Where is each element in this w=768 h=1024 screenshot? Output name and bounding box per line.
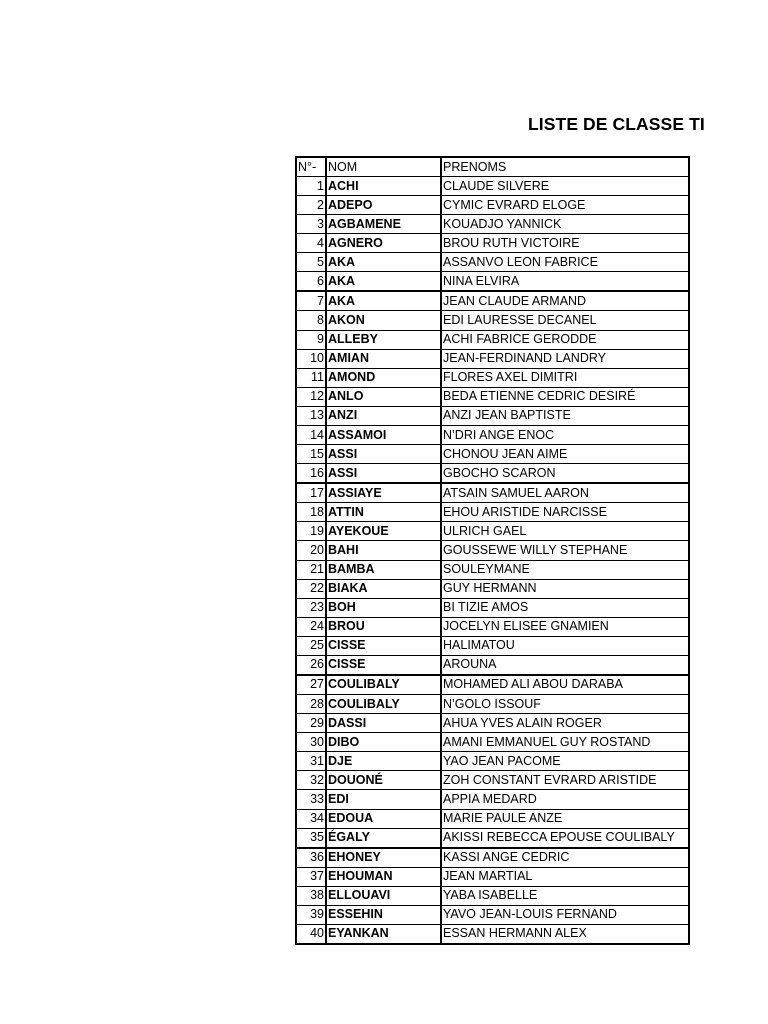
table-row [296, 464, 689, 484]
row-number: 29 [296, 714, 326, 733]
student-last-name: AGBAMENE [326, 215, 441, 234]
student-first-names: AHUA YVES ALAIN ROGER [441, 714, 689, 733]
student-last-name: COULIBALY [326, 675, 441, 695]
student-last-name: CISSE [326, 655, 441, 675]
table-row [296, 714, 689, 733]
student-last-name: DJE [326, 752, 441, 771]
student-last-name: CISSE [326, 636, 441, 655]
row-number: 39 [296, 905, 326, 924]
student-first-names: JEAN MARTIAL [441, 867, 689, 886]
table-row [296, 234, 689, 253]
student-first-names: APPIA MEDARD [441, 790, 689, 809]
row-number: 7 [296, 291, 326, 311]
student-last-name: EHONEY [326, 848, 441, 868]
header-prenoms: PRENOMS [441, 157, 689, 177]
table-row [296, 905, 689, 924]
student-first-names: BROU RUTH VICTOIRE [441, 234, 689, 253]
student-first-names: FLORES AXEL DIMITRI [441, 368, 689, 387]
student-last-name: EDI [326, 790, 441, 809]
student-last-name: ASSAMOI [326, 426, 441, 445]
table-row [296, 694, 689, 713]
student-last-name: EHOUMAN [326, 867, 441, 886]
student-last-name: DIBO [326, 733, 441, 752]
student-first-names: ANZI JEAN BAPTISTE [441, 406, 689, 425]
row-number: 16 [296, 464, 326, 484]
student-last-name: ALLEBY [326, 330, 441, 349]
table-row [296, 368, 689, 387]
table-row [296, 445, 689, 464]
student-first-names: GOUSSEWE WILLY STEPHANE [441, 541, 689, 560]
student-first-names: SOULEYMANE [441, 560, 689, 579]
student-last-name: EDOUA [326, 809, 441, 828]
student-first-names: BEDA ETIENNE CEDRIC DESIRÉ [441, 387, 689, 406]
row-number: 35 [296, 828, 326, 848]
table-row [296, 655, 689, 675]
student-first-names: JOCELYN ELISEE GNAMIEN [441, 617, 689, 636]
row-number: 25 [296, 636, 326, 655]
table-row [296, 886, 689, 905]
student-last-name: BOH [326, 598, 441, 617]
student-first-names: ATSAIN SAMUEL AARON [441, 483, 689, 503]
row-number: 21 [296, 560, 326, 579]
table-row [296, 579, 689, 598]
row-number: 3 [296, 215, 326, 234]
student-last-name: DASSI [326, 714, 441, 733]
student-first-names: ESSAN HERMANN ALEX [441, 924, 689, 944]
student-last-name: BROU [326, 617, 441, 636]
student-last-name: AKA [326, 272, 441, 292]
student-first-names: KASSI ANGE CEDRIC [441, 848, 689, 868]
row-number: 38 [296, 886, 326, 905]
student-last-name: ADEPO [326, 196, 441, 215]
row-number: 15 [296, 445, 326, 464]
student-first-names: AROUNA [441, 655, 689, 675]
row-number: 4 [296, 234, 326, 253]
student-last-name: EYANKAN [326, 924, 441, 944]
table-row [296, 253, 689, 272]
student-first-names: N’DRI ANGE ENOC [441, 426, 689, 445]
row-number: 30 [296, 733, 326, 752]
student-last-name: AYEKOUE [326, 522, 441, 541]
row-number: 24 [296, 617, 326, 636]
row-number: 13 [296, 406, 326, 425]
student-first-names: JEAN CLAUDE ARMAND [441, 291, 689, 311]
student-last-name: ÉGALY [326, 828, 441, 848]
row-number: 12 [296, 387, 326, 406]
student-last-name: COULIBALY [326, 694, 441, 713]
table-row [296, 560, 689, 579]
student-last-name: BAMBA [326, 560, 441, 579]
student-first-names: YAO JEAN PACOME [441, 752, 689, 771]
row-number: 5 [296, 253, 326, 272]
row-number: 6 [296, 272, 326, 292]
table-row [296, 752, 689, 771]
row-number: 10 [296, 349, 326, 368]
student-last-name: DOUONÉ [326, 771, 441, 790]
table-row [296, 503, 689, 522]
row-number: 9 [296, 330, 326, 349]
student-first-names: CYMIC EVRARD ELOGE [441, 196, 689, 215]
table-row [296, 867, 689, 886]
student-last-name: ASSIAYE [326, 483, 441, 503]
row-number: 22 [296, 579, 326, 598]
row-number: 34 [296, 809, 326, 828]
table-header-row [296, 157, 689, 177]
student-last-name: ATTIN [326, 503, 441, 522]
table-row [296, 636, 689, 655]
table-row [296, 924, 689, 944]
student-first-names: AMANI EMMANUEL GUY ROSTAND [441, 733, 689, 752]
row-number: 27 [296, 675, 326, 695]
row-number: 26 [296, 655, 326, 675]
row-number: 33 [296, 790, 326, 809]
table-row [296, 522, 689, 541]
student-first-names: ASSANVO LEON FABRICE [441, 253, 689, 272]
student-last-name: BAHI [326, 541, 441, 560]
table-row [296, 272, 689, 292]
student-last-name: AMIAN [326, 349, 441, 368]
student-first-names: JEAN-FERDINAND LANDRY [441, 349, 689, 368]
class-list-table [295, 156, 690, 945]
table-row [296, 790, 689, 809]
student-first-names: NINA ELVIRA [441, 272, 689, 292]
student-first-names: CLAUDE SILVERE [441, 177, 689, 196]
header-number: N°- [296, 157, 326, 177]
row-number: 40 [296, 924, 326, 944]
student-last-name: AMOND [326, 368, 441, 387]
student-first-names: GUY HERMANN [441, 579, 689, 598]
student-last-name: BIAKA [326, 579, 441, 598]
row-number: 17 [296, 483, 326, 503]
row-number: 37 [296, 867, 326, 886]
student-last-name: ANZI [326, 406, 441, 425]
row-number: 19 [296, 522, 326, 541]
table-row [296, 598, 689, 617]
table-row [296, 771, 689, 790]
table-row [296, 828, 689, 848]
table-row [296, 291, 689, 311]
row-number: 14 [296, 426, 326, 445]
header-nom: NOM [326, 157, 441, 177]
student-first-names: MOHAMED ALI ABOU DARABA [441, 675, 689, 695]
student-first-names: MARIE PAULE ANZE [441, 809, 689, 828]
page-title: LISTE DE CLASSE TI [528, 114, 705, 134]
table-row [296, 215, 689, 234]
row-number: 28 [296, 694, 326, 713]
student-last-name: ELLOUAVI [326, 886, 441, 905]
row-number: 36 [296, 848, 326, 868]
class-list-body [296, 157, 689, 944]
table-row [296, 617, 689, 636]
student-last-name: AGNERO [326, 234, 441, 253]
table-row [296, 675, 689, 695]
student-first-names: YABA ISABELLE [441, 886, 689, 905]
table-row [296, 387, 689, 406]
table-row [296, 541, 689, 560]
student-first-names: EDI LAURESSE DECANEL [441, 311, 689, 330]
table-row [296, 406, 689, 425]
table-row [296, 196, 689, 215]
table-row [296, 330, 689, 349]
table-row [296, 349, 689, 368]
student-first-names: BI TIZIE AMOS [441, 598, 689, 617]
student-last-name: ASSI [326, 445, 441, 464]
table-row [296, 809, 689, 828]
student-first-names: HALIMATOU [441, 636, 689, 655]
table-row [296, 177, 689, 196]
student-first-names: ULRICH GAEL [441, 522, 689, 541]
student-last-name: AKA [326, 291, 441, 311]
student-last-name: ACHI [326, 177, 441, 196]
student-first-names: EHOU ARISTIDE NARCISSE [441, 503, 689, 522]
table-row [296, 483, 689, 503]
row-number: 11 [296, 368, 326, 387]
student-first-names: AKISSI REBECCA EPOUSE COULIBALY [441, 828, 689, 848]
student-first-names: ZOH CONSTANT EVRARD ARISTIDE [441, 771, 689, 790]
student-first-names: YAVO JEAN-LOUIS FERNAND [441, 905, 689, 924]
table-row [296, 311, 689, 330]
student-first-names: ACHI FABRICE GERODDE [441, 330, 689, 349]
table-row [296, 426, 689, 445]
student-last-name: ESSEHIN [326, 905, 441, 924]
row-number: 18 [296, 503, 326, 522]
student-last-name: ANLO [326, 387, 441, 406]
table-row [296, 848, 689, 868]
row-number: 20 [296, 541, 326, 560]
student-first-names: N’GOLO ISSOUF [441, 694, 689, 713]
row-number: 2 [296, 196, 326, 215]
row-number: 31 [296, 752, 326, 771]
student-first-names: CHONOU JEAN AIME [441, 445, 689, 464]
row-number: 8 [296, 311, 326, 330]
student-last-name: ASSI [326, 464, 441, 484]
student-first-names: GBOCHO SCARON [441, 464, 689, 484]
table-row [296, 733, 689, 752]
student-last-name: AKA [326, 253, 441, 272]
row-number: 1 [296, 177, 326, 196]
row-number: 32 [296, 771, 326, 790]
student-last-name: AKON [326, 311, 441, 330]
student-first-names: KOUADJO YANNICK [441, 215, 689, 234]
row-number: 23 [296, 598, 326, 617]
